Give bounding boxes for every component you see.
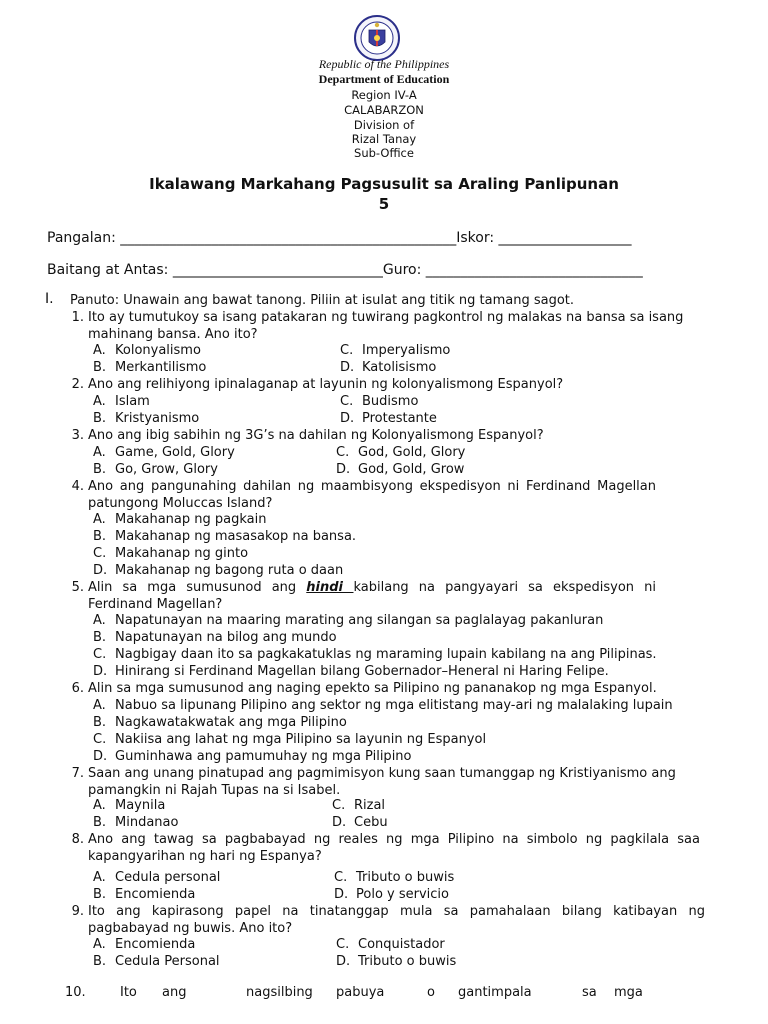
option-letter: A. [93, 512, 106, 527]
option-letter: D. [336, 954, 351, 969]
option-6c[interactable] [93, 731, 486, 748]
option-3d[interactable] [336, 461, 464, 478]
exam-title: Ikalawang Markahang Pagsusulit sa Araling Panlipunan [149, 175, 619, 193]
question-text [88, 579, 656, 613]
option-3c[interactable] [336, 444, 465, 461]
option-letter: D. [93, 749, 108, 764]
option-8b[interactable] [93, 886, 195, 903]
pangalan-row [47, 230, 632, 246]
option-letter: D. [334, 887, 349, 902]
option-text: Budismo [362, 394, 419, 409]
option-letter: A. [93, 613, 106, 628]
question-8 [60, 831, 728, 865]
option-7b[interactable] [93, 814, 178, 831]
option-text: Nagbigay daan ito sa pagkakatuklas ng maraming lupain kabilang na ang Pilipinas. [115, 647, 657, 662]
option-text: Maynila [115, 798, 166, 813]
option-text: Protestante [362, 411, 437, 426]
option-text: Cedula Personal [115, 954, 220, 969]
baitang-label: Baitang at Antas: [47, 262, 169, 278]
question-number: 2. [71, 377, 84, 392]
option-text: Go, Grow, Glory [115, 462, 218, 477]
option-text: Napatunayan na bilog ang mundo [115, 630, 337, 645]
option-9a[interactable] [93, 936, 195, 953]
header-rizal-tanay: Rizal Tanay [351, 132, 417, 146]
option-1a[interactable] [93, 342, 201, 359]
question-10-word: gantimpala [458, 985, 532, 1000]
question-7 [60, 765, 728, 799]
question-number: 3. [71, 428, 84, 443]
question-3 [60, 427, 728, 444]
option-text: Makahanap ng ginto [115, 546, 249, 561]
header-calabarzon: CALABARZON [344, 103, 424, 117]
deped-seal-icon [353, 14, 401, 62]
question-text: Ito ang kapirasong papel na tinatanggap mula sa pamahalaan bilang katibayan ng pagbabayad ng buwis. Ano ito? [88, 904, 705, 936]
option-text: Game, Gold, Glory [115, 445, 235, 460]
option-4c[interactable] [93, 545, 248, 562]
option-text: Rizal [354, 798, 386, 813]
question-number: 9. [71, 904, 84, 919]
option-text: Encomienda [115, 937, 196, 952]
option-letter: D. [336, 462, 351, 477]
option-letter: B. [93, 887, 107, 902]
option-letter: C. [340, 343, 354, 358]
option-text: God, Gold, Glory [358, 445, 466, 460]
question-5 [60, 579, 728, 613]
option-text: Nagkawatakwatak ang mga Pilipino [115, 715, 347, 730]
option-3a[interactable] [93, 444, 235, 461]
option-9b[interactable] [93, 953, 220, 970]
option-letter: C. [93, 732, 107, 747]
question-10-word: pabuya [336, 985, 385, 1000]
option-letter: C. [332, 798, 346, 813]
option-4a[interactable] [93, 511, 266, 528]
option-letter: D. [93, 563, 108, 578]
section-roman: I. [45, 291, 54, 307]
question-text: Ito ay tumutukoy sa isang patakaran ng tuwirang pagkontrol ng malakas na bansa sa isang mahinang bansa. Ano ito? [88, 310, 684, 342]
option-letter: D. [340, 360, 355, 375]
option-letter: B. [93, 529, 107, 544]
header-region: Region IV-A [351, 88, 417, 102]
question-10-word: nagsilbing [246, 985, 313, 1000]
question-number: 6. [71, 681, 84, 696]
question-4 [60, 478, 728, 512]
pangalan-label: Pangalan: [47, 230, 116, 246]
option-letter: A. [93, 343, 106, 358]
option-text: Tributo o buwis [356, 870, 455, 885]
option-letter: C. [93, 647, 107, 662]
option-9c[interactable] [336, 936, 445, 953]
option-text: Hinirang si Ferdinand Magellan bilang Gobernador–Heneral ni Haring Felipe. [115, 664, 609, 679]
option-8c[interactable] [334, 869, 454, 886]
question-number: 7. [71, 766, 84, 781]
guro-blank[interactable]: _______________________________ [425, 262, 643, 278]
pangalan-blank[interactable]: ________________________________________________ [120, 230, 457, 246]
option-text: Cebu [354, 815, 388, 830]
question-text: Saan ang unang pinatupad ang pagmimisyon kung saan tumanggap ng Kristiyanismo ang pamangkin ni Rajah Tupas na si Isabel. [88, 766, 676, 798]
option-7d[interactable] [332, 814, 388, 831]
instruction: Panuto: Unawain ang bawat tanong. Piliin at isulat ang titik ng tamang sagot. [70, 293, 574, 308]
option-8a[interactable] [93, 869, 220, 886]
option-letter: C. [336, 445, 350, 460]
emphasis-hindi: hindi [306, 580, 354, 595]
iskor-blank[interactable]: ___________________ [498, 230, 632, 246]
option-5c[interactable] [93, 646, 657, 663]
option-8d[interactable] [334, 886, 449, 903]
option-letter: A. [93, 870, 106, 885]
option-letter: B. [93, 360, 107, 375]
question-text: Ano ang relihiyong ipinalaganap at layunin ng kolonyalismong Espanyol? [88, 377, 564, 392]
option-2a[interactable] [93, 393, 150, 410]
option-letter: B. [93, 411, 107, 426]
option-3b[interactable] [93, 461, 218, 478]
question-6 [60, 680, 728, 697]
option-letter: B. [93, 815, 107, 830]
question-text: Ano ang tawag sa pagbabayad ng reales ng mga Pilipino na simbolo ng pagkilala saa kapangyarihan ng hari ng Espanya? [88, 832, 700, 864]
question-number: 5. [71, 580, 84, 595]
question-text-part: kabilang na pangyayari sa ekspedisyon ni Ferdinand Magellan? [88, 580, 656, 612]
option-text: Tributo o buwis [358, 954, 457, 969]
question-10-word: ang [162, 985, 187, 1000]
option-letter: B. [93, 715, 107, 730]
question-number: 4. [71, 479, 84, 494]
header-republic: Republic of the Philippines [318, 57, 450, 71]
question-2 [60, 376, 728, 393]
option-text: Makahanap ng bagong ruta o daan [115, 563, 344, 578]
option-letter: B. [93, 630, 107, 645]
option-letter: A. [93, 445, 106, 460]
exam-title-grade: 5 [378, 195, 390, 213]
question-1 [60, 309, 728, 343]
baitang-row [47, 262, 643, 278]
option-2c[interactable] [340, 393, 418, 410]
option-1c[interactable] [340, 342, 450, 359]
option-text: Katolisismo [362, 360, 437, 375]
option-5a[interactable] [93, 612, 603, 629]
option-6a[interactable] [93, 697, 673, 714]
option-letter: A. [93, 937, 106, 952]
option-letter: C. [336, 937, 350, 952]
question-text: Ano ang ibig sabihin ng 3G’s na dahilan ng Kolonyalismong Espanyol? [88, 428, 544, 443]
option-letter: A. [93, 798, 106, 813]
question-10-number: 10. [65, 985, 86, 1000]
option-letter: A. [93, 698, 106, 713]
baitang-blank[interactable]: ______________________________ [172, 262, 383, 278]
question-number: 8. [71, 832, 84, 847]
option-text: Guminhawa ang pamumuhay ng mga Pilipino [115, 749, 412, 764]
option-5b[interactable] [93, 629, 337, 646]
option-1d[interactable] [340, 359, 436, 376]
option-text: Islam [115, 394, 150, 409]
option-text: Imperyalismo [362, 343, 451, 358]
option-text: Merkantilismo [115, 360, 207, 375]
option-2d[interactable] [340, 410, 437, 427]
option-letter: D. [332, 815, 347, 830]
option-9d[interactable] [336, 953, 456, 970]
option-7a[interactable] [93, 797, 165, 814]
option-text: Kristyanismo [115, 411, 200, 426]
option-4b[interactable] [93, 528, 356, 545]
iskor-label: Iskor: [456, 230, 495, 246]
option-6d[interactable] [93, 748, 412, 765]
option-text: Nakiisa ang lahat ng mga Pilipino sa layunin ng Espanyol [115, 732, 487, 747]
header-sub-office: Sub-Office [354, 146, 414, 160]
option-5d[interactable] [93, 663, 609, 680]
option-letter: C. [93, 546, 107, 561]
question-number: 1. [71, 310, 84, 325]
question-10-word: sa [582, 985, 597, 1000]
option-text: God, Gold, Grow [358, 462, 465, 477]
question-text: Alin sa mga sumusunod ang naging epekto sa Pilipino ng pananakop ng mga Espanyol. [88, 681, 657, 696]
option-letter: B. [93, 954, 107, 969]
option-letter: D. [340, 411, 355, 426]
option-text: Napatunayan na maaring marating ang silangan sa paglalayag pakanluran [115, 613, 604, 628]
header-department: Department of Education [318, 72, 450, 86]
option-letter: A. [93, 394, 106, 409]
question-text-part: Alin sa mga sumusunod ang [88, 580, 307, 595]
option-text: Mindanao [115, 815, 179, 830]
option-text: Conquistador [358, 937, 445, 952]
option-text: Nabuo sa lipunang Pilipino ang sektor ng mga elitistang may-ari ng malalaking lupain [115, 698, 673, 713]
question-10-word: o [427, 985, 435, 1000]
option-4d[interactable] [93, 562, 343, 579]
option-text: Kolonyalismo [115, 343, 201, 358]
option-letter: D. [93, 664, 108, 679]
option-text: Cedula personal [115, 870, 221, 885]
option-1b[interactable] [93, 359, 206, 376]
option-text: Makahanap ng masasakop na bansa. [115, 529, 357, 544]
option-text: Makahanap ng pagkain [115, 512, 267, 527]
option-6b[interactable] [93, 714, 347, 731]
option-letter: B. [93, 462, 107, 477]
question-10-word: mga [614, 985, 643, 1000]
question-10-word: Ito [120, 985, 137, 1000]
option-text: Polo y servicio [356, 887, 449, 902]
question-text: Ano ang pangunahing dahilan ng maambisyong ekspedisyon ni Ferdinand Magellan patungong Moluccas Island? [88, 479, 656, 511]
option-letter: C. [340, 394, 354, 409]
option-letter: C. [334, 870, 348, 885]
guro-label: Guro: [382, 262, 422, 278]
option-2b[interactable] [93, 410, 199, 427]
option-7c[interactable] [332, 797, 385, 814]
option-text: Encomienda [115, 887, 196, 902]
header-division: Division of [353, 118, 415, 132]
question-9 [60, 903, 728, 937]
